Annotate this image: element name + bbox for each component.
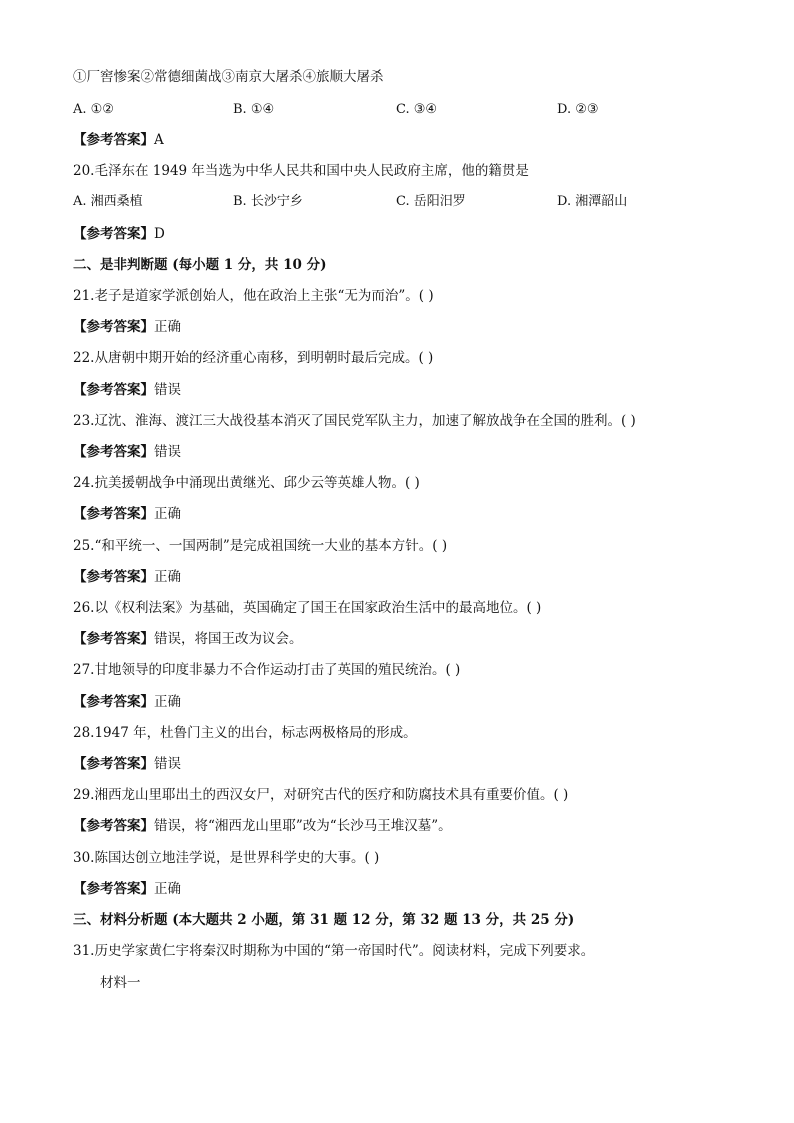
q19-option-d: D. ②③ bbox=[557, 102, 599, 117]
question-29: 29.湘西龙山里耶出土的西汉女尸，对研究古代的医疗和防腐技术具有重要价值。( ) bbox=[73, 787, 569, 803]
q19-option-c: C. ③④ bbox=[396, 102, 438, 117]
q20-answer bbox=[73, 225, 165, 243]
answer-value: 错误 bbox=[154, 444, 181, 460]
answer-30 bbox=[73, 880, 181, 898]
q19-option-a: A. ①② bbox=[73, 102, 114, 117]
answer-26 bbox=[73, 630, 303, 648]
answer-value: 错误 bbox=[154, 756, 181, 772]
answer-label: 【参考答案】 bbox=[73, 569, 154, 585]
question-27: 27.甘地领导的印度非暴力不合作运动打击了英国的殖民统治。( ) bbox=[73, 662, 461, 678]
answer-value: 正确 bbox=[154, 569, 181, 585]
question-22: 22.从唐朝中期开始的经济重心南移，到明朝时最后完成。( ) bbox=[73, 350, 434, 366]
q20-option-d: D. 湘潭韶山 bbox=[557, 194, 628, 209]
answer-value: 正确 bbox=[154, 694, 181, 710]
answer-label: 【参考答案】 bbox=[73, 319, 154, 335]
section3-title: 三、材料分析题 (本大题共 2 小题，第 31 题 12 分，第 32 题 13 分，共 25 分) bbox=[73, 912, 575, 928]
answer-value: 正确 bbox=[154, 881, 181, 897]
answer-value: 错误，将“湘西龙山里耶”改为“长沙马王堆汉墓”。 bbox=[154, 818, 452, 834]
answer-label: 【参考答案】 bbox=[73, 132, 154, 148]
answer-25 bbox=[73, 568, 181, 586]
answer-value: 正确 bbox=[154, 319, 181, 335]
q19-option-b: B. ①④ bbox=[233, 102, 275, 117]
answer-label: 【参考答案】 bbox=[73, 506, 154, 522]
answer-value: 错误 bbox=[154, 382, 181, 398]
answer-23 bbox=[73, 443, 181, 461]
answer-22 bbox=[73, 381, 181, 399]
q19-answer bbox=[73, 131, 164, 149]
answer-label: 【参考答案】 bbox=[73, 226, 154, 242]
q20-option-b: B. 长沙宁乡 bbox=[233, 194, 303, 209]
answer-21 bbox=[73, 318, 181, 336]
question-28: 28.1947 年，杜鲁门主义的出台，标志两极格局的形成。 bbox=[73, 725, 417, 741]
answer-value: A bbox=[154, 132, 164, 148]
question-24: 24.抗美援朝战争中涌现出黄继光、邱少云等英雄人物。( ) bbox=[73, 475, 420, 491]
question-23: 23.辽沈、淮海、渡江三大战役基本消灭了国民党军队主力，加速了解放战争在全国的胜利。( ) bbox=[73, 413, 636, 429]
answer-value: 正确 bbox=[154, 506, 181, 522]
answer-label: 【参考答案】 bbox=[73, 444, 154, 460]
answer-27 bbox=[73, 693, 181, 711]
question-31-stem: 31.历史学家黄仁宇将秦汉时期称为中国的“第一帝国时代”。阅读材料，完成下列要求。 bbox=[73, 943, 595, 959]
q19-stem: ①厂窖惨案②常德细菌战③南京大屠杀④旅顺大屠杀 bbox=[73, 69, 384, 85]
question-30: 30.陈国达创立地洼学说，是世界科学史的大事。( ) bbox=[73, 850, 380, 866]
question-25: 25.“和平统一、一国两制”是完成祖国统一大业的基本方针。( ) bbox=[73, 538, 448, 554]
answer-24 bbox=[73, 505, 181, 523]
answer-label: 【参考答案】 bbox=[73, 818, 154, 834]
answer-label: 【参考答案】 bbox=[73, 382, 154, 398]
answer-label: 【参考答案】 bbox=[73, 694, 154, 710]
answer-value: 错误，将国王改为议会。 bbox=[154, 631, 303, 647]
answer-28 bbox=[73, 755, 181, 773]
answer-value: D bbox=[154, 226, 165, 242]
question-21: 21.老子是道家学派创始人，他在政治上主张“无为而治”。( ) bbox=[73, 288, 434, 304]
material-1-label: 材料一 bbox=[100, 975, 141, 991]
section2-title: 二、是非判断题 (每小题 1 分，共 10 分) bbox=[73, 257, 327, 273]
answer-label: 【参考答案】 bbox=[73, 881, 154, 897]
q20-option-a: A. 湘西桑植 bbox=[73, 194, 143, 209]
answer-label: 【参考答案】 bbox=[73, 631, 154, 647]
answer-label: 【参考答案】 bbox=[73, 756, 154, 772]
question-26: 26.以《权利法案》为基础，英国确定了国王在国家政治生活中的最高地位。( ) bbox=[73, 600, 542, 616]
answer-29 bbox=[73, 817, 452, 835]
q20-stem: 20.毛泽东在 1949 年当选为中华人民共和国中央人民政府主席，他的籍贯是 bbox=[73, 163, 529, 179]
q20-option-c: C. 岳阳汨罗 bbox=[396, 194, 466, 209]
